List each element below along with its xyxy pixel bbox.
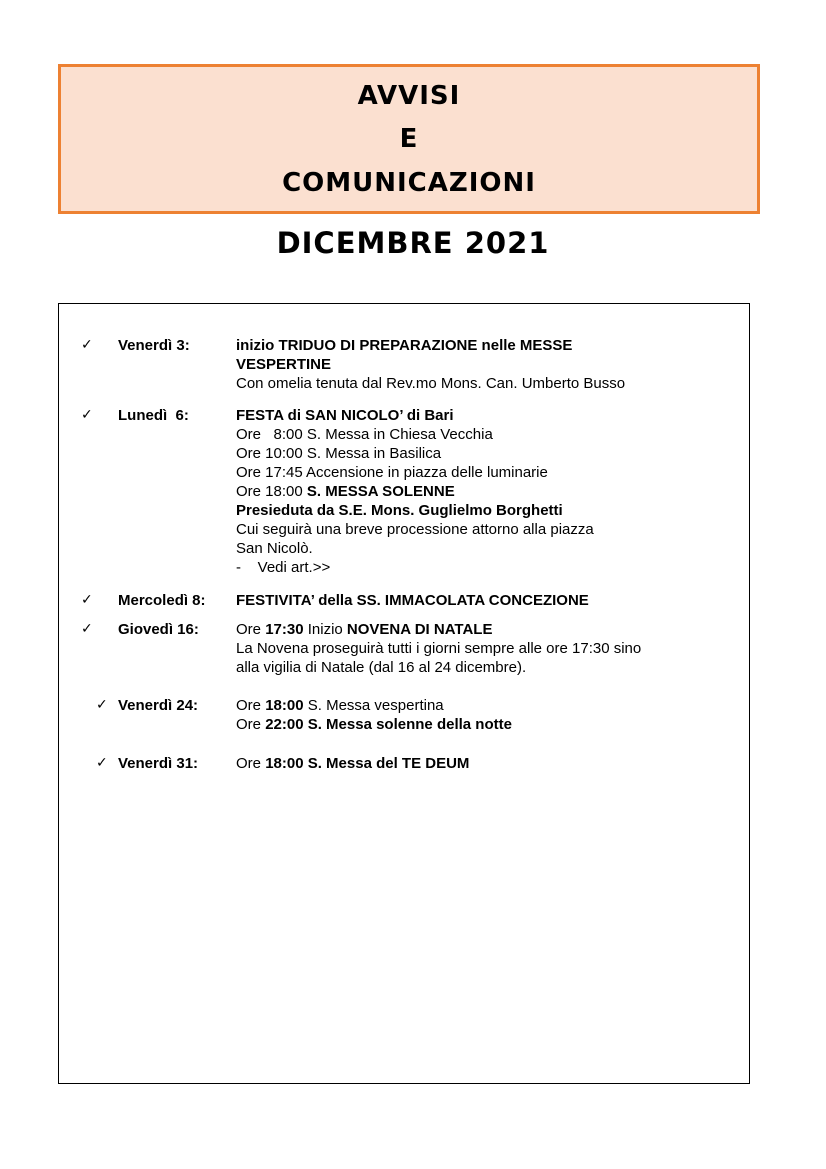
title-line-e: E: [399, 124, 419, 154]
entry-day: Lunedì 6:: [118, 407, 189, 424]
entry-description: [236, 754, 716, 773]
entry-day: Venerdì 3:: [118, 337, 190, 354]
entry-text-bold: 18:00 S. Messa del TE DEUM: [265, 755, 470, 772]
entry-description: [236, 591, 716, 610]
entry-line: FESTIVITA’ della SS. IMMACOLATA CONCEZIONE: [236, 592, 589, 609]
entry-text-bold: S. MESSA SOLENNE: [306, 483, 455, 500]
checkmark-icon: ✓: [81, 592, 93, 608]
entry-text-bold: 17:30: [265, 621, 304, 638]
entry-text: Ore: [236, 755, 266, 772]
entry-line: alla vigilia di Natale (dal 16 al 24 dicembre).: [236, 659, 527, 676]
entry-description: [236, 336, 716, 393]
entry-description: [236, 406, 716, 577]
entry-text-bold: NOVENA DI NATALE: [346, 621, 493, 638]
entry-line: [236, 715, 716, 734]
checkmark-icon: ✓: [96, 697, 108, 713]
entry-description: [236, 696, 716, 734]
entry-line: - Vedi art.>>: [236, 559, 331, 576]
title-line-avvisi: AVVISI: [357, 80, 461, 111]
entry-day: Mercoledì 8:: [118, 592, 206, 609]
entry-text: Ore: [236, 621, 266, 638]
entry-line: inizio TRIDUO DI PREPARAZIONE nelle MESSE: [236, 337, 573, 354]
checkmark-icon: ✓: [81, 407, 93, 423]
title-line-comunicazioni: COMUNICAZIONI: [282, 167, 536, 198]
entry-line: [236, 754, 716, 773]
entry-line: [236, 620, 716, 639]
entry-text: Ore: [236, 697, 266, 714]
entry-line: Con omelia tenuta dal Rev.mo Mons. Can. Umberto Busso: [236, 375, 626, 392]
title-box: [58, 64, 760, 214]
entry-text: Inizio: [303, 621, 347, 638]
entry-day: Venerdì 24:: [118, 697, 199, 714]
entry-line: Presieduta da S.E. Mons. Guglielmo Borghetti: [236, 502, 563, 519]
entry-line: [236, 696, 716, 715]
entry-text-bold: 22:00 S. Messa solenne della notte: [265, 716, 512, 733]
month-title: DICEMBRE 2021: [276, 226, 550, 260]
checkmark-icon: ✓: [81, 621, 93, 637]
entry-line: VESPERTINE: [236, 356, 332, 373]
entry-day: Venerdì 31:: [118, 755, 199, 772]
entry-line: Ore 10:00 S. Messa in Basilica: [236, 445, 442, 462]
entry-line: Cui seguirà una breve processione attorno alla piazza: [236, 521, 594, 538]
entry-line: FESTA di SAN NICOLO’ di Bari: [236, 407, 454, 424]
entry-line: Ore 8:00 S. Messa in Chiesa Vecchia: [236, 426, 493, 443]
notice-box: [58, 303, 750, 1084]
entry-line: San Nicolò.: [236, 540, 313, 557]
entry-text: Ore: [236, 716, 266, 733]
checkmark-icon: ✓: [96, 755, 108, 771]
entry-text: S. Messa vespertina: [303, 697, 444, 714]
checkmark-icon: ✓: [81, 337, 93, 353]
entry-text: Ore 18:00: [236, 483, 307, 500]
entry-description: [236, 620, 716, 677]
entry-line: La Novena proseguirà tutti i giorni sempre alle ore 17:30 sino: [236, 640, 642, 657]
entry-text-bold: 18:00: [265, 697, 304, 714]
entry-line: Ore 17:45 Accensione in piazza delle luminarie: [236, 464, 548, 481]
entry-day: Giovedì 16:: [118, 621, 199, 638]
entry-line: [236, 482, 716, 501]
